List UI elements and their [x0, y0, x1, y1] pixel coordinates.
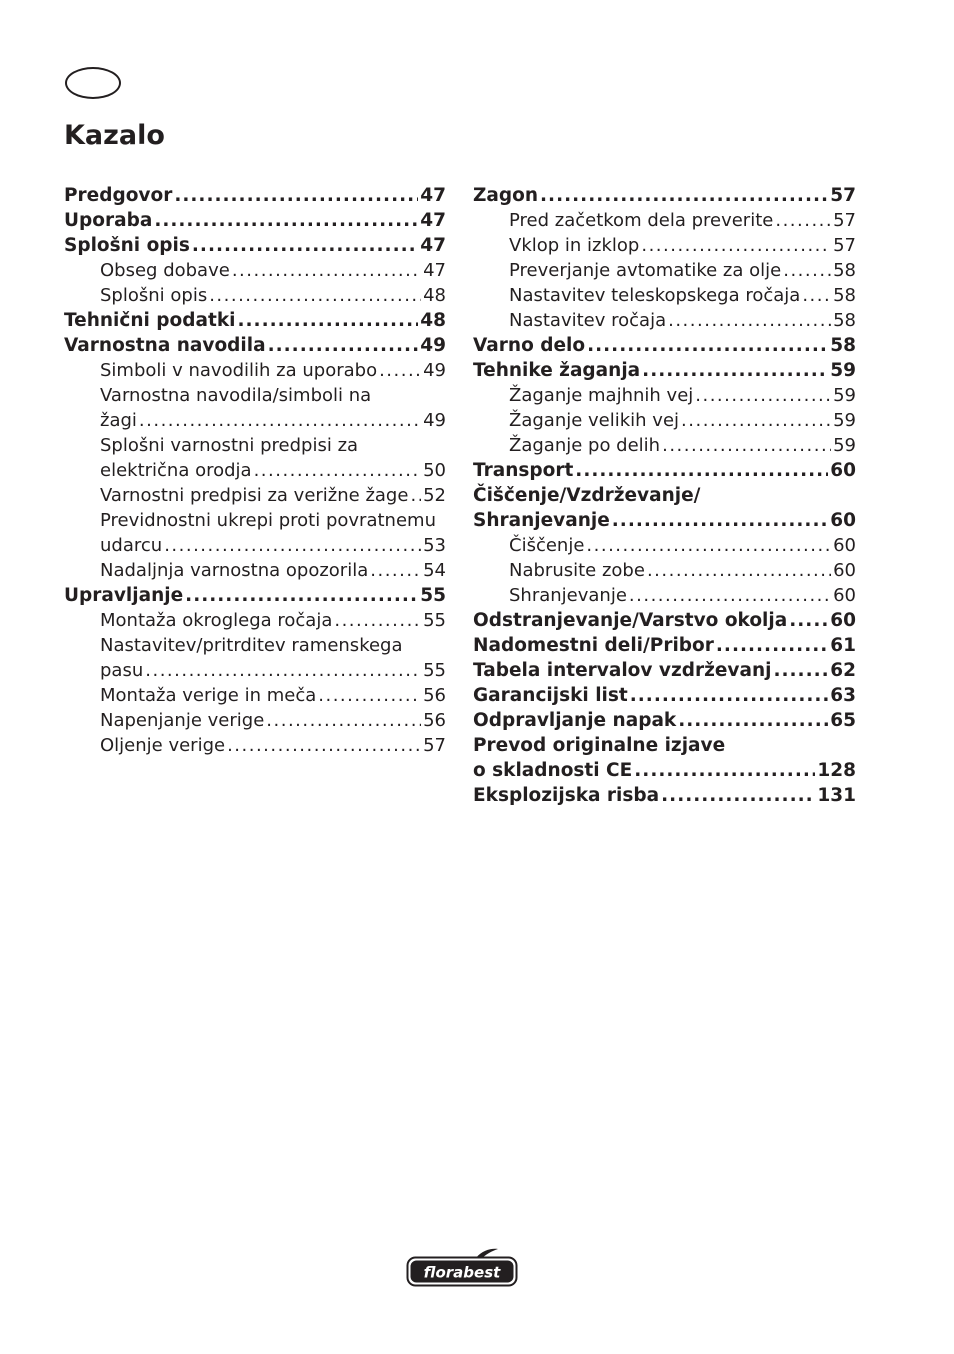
toc-sub-entry — [64, 733, 446, 758]
toc-page-number: 59 — [830, 360, 856, 381]
florabest-logo — [406, 1248, 518, 1288]
toc-dot-leader — [629, 583, 831, 608]
toc-page-number: 58 — [833, 310, 856, 331]
toc-dot-leader — [164, 533, 421, 558]
toc-main-entry — [473, 333, 856, 358]
toc-sub-entry — [473, 408, 856, 433]
toc-dot-leader — [642, 358, 828, 383]
toc-entry-title: Nabrusite zobe — [509, 560, 645, 581]
toc-entry-title: Eksplozijska risba — [473, 785, 660, 806]
toc-entry-title: Varnostna navodila/simboli na — [100, 385, 372, 406]
toc-page-number: 49 — [423, 360, 446, 381]
toc-main-entry — [473, 183, 856, 208]
toc-entry-title: Zagon — [473, 185, 539, 206]
toc-page-number: 58 — [833, 285, 856, 306]
page-title: Kazalo — [64, 120, 165, 151]
toc-entry-title: Prevod originalne izjave — [473, 735, 726, 756]
toc-sub-entry — [64, 533, 446, 558]
toc-entry-title: Nastavitev ročaja — [509, 310, 667, 331]
toc-page-number: 63 — [830, 685, 856, 706]
toc-sub-entry — [473, 583, 856, 608]
toc-entry-title: Splošni opis — [64, 235, 190, 256]
toc-entry-title: Varnostna navodila — [64, 335, 266, 356]
toc-main-entry — [64, 233, 446, 258]
toc-page-number: 57 — [833, 210, 856, 231]
toc-sub-entry — [473, 208, 856, 233]
toc-dot-leader — [662, 433, 831, 458]
toc-entry-title: Napenjanje verige — [100, 710, 265, 731]
toc-entry-title: Žaganje velikih vej — [509, 410, 680, 431]
toc-sub-entry — [473, 533, 856, 558]
toc-entry-title: Varnostni predpisi za verižne žage — [100, 485, 409, 506]
toc-page-number: 55 — [423, 610, 446, 631]
toc-main-entry — [473, 458, 856, 483]
toc-dot-leader — [612, 508, 828, 533]
toc-page-number: 60 — [830, 510, 856, 531]
toc-dot-leader — [410, 483, 421, 508]
toc-main-entry — [64, 308, 446, 333]
toc-dot-leader — [318, 683, 421, 708]
toc-dot-leader — [237, 308, 418, 333]
toc-page-number: 57 — [423, 735, 446, 756]
toc-dot-leader — [802, 283, 831, 308]
toc-dot-leader — [586, 533, 831, 558]
toc-sub-entry — [64, 683, 446, 708]
toc-sub-entry — [64, 608, 446, 633]
toc-page-number: 131 — [817, 785, 856, 806]
toc-dot-leader — [232, 258, 421, 283]
toc-page-number: 53 — [423, 535, 446, 556]
toc-dot-leader — [370, 558, 421, 583]
toc-dot-leader — [185, 583, 418, 608]
toc-sub-entry — [473, 233, 856, 258]
toc-entry-title: Obseg dobave — [100, 260, 230, 281]
toc-main-entry — [473, 758, 856, 783]
toc-entry-title: pasu — [100, 660, 144, 681]
toc-page-number: 47 — [420, 235, 446, 256]
toc-entry-title: Transport — [473, 460, 574, 481]
toc-main-entry — [473, 608, 856, 633]
toc-left-column — [64, 183, 446, 758]
toc-page-number: 60 — [833, 560, 856, 581]
toc-entry-title: Preverjanje avtomatike za olje — [509, 260, 782, 281]
toc-entry-title: Oljenje verige — [100, 735, 226, 756]
toc-dot-leader — [227, 733, 421, 758]
toc-page-number: 65 — [830, 710, 856, 731]
toc-page-number: 55 — [420, 585, 446, 606]
toc-dot-leader — [641, 233, 831, 258]
toc-sub-entry — [64, 708, 446, 733]
toc-main-entry — [64, 208, 446, 233]
toc-page-number: 57 — [833, 235, 856, 256]
toc-page-number: 47 — [420, 185, 446, 206]
toc-sub-entry — [473, 308, 856, 333]
toc-dot-leader — [775, 208, 831, 233]
toc-dot-leader — [630, 683, 829, 708]
toc-page-number: 60 — [830, 610, 856, 631]
toc-entry-title: udarcu — [100, 535, 163, 556]
toc-dot-leader — [716, 633, 828, 658]
toc-main-entry — [473, 658, 856, 683]
toc-right-column — [473, 183, 856, 808]
toc-page-number: 59 — [833, 385, 856, 406]
toc-page-number: 56 — [423, 710, 446, 731]
toc-entry-title: Montaža verige in meča — [100, 685, 317, 706]
toc-page-number: 60 — [833, 535, 856, 556]
toc-entry-title: Splošni opis — [100, 285, 208, 306]
toc-dot-leader — [783, 258, 831, 283]
toc-sub-entry — [64, 558, 446, 583]
toc-sub-entry — [64, 633, 446, 658]
toc-sub-entry — [64, 383, 446, 408]
toc-page-number: 47 — [423, 260, 446, 281]
toc-dot-leader — [540, 183, 828, 208]
toc-sub-entry — [473, 383, 856, 408]
toc-dot-leader — [334, 608, 421, 633]
toc-sub-entry — [473, 258, 856, 283]
toc-dot-leader — [678, 708, 828, 733]
toc-main-entry — [64, 183, 446, 208]
toc-page-number: 49 — [423, 410, 446, 431]
toc-page-number: 50 — [423, 460, 446, 481]
toc-entry-title: Nadaljnja varnostna opozorila — [100, 560, 369, 581]
toc-sub-entry — [64, 358, 446, 383]
toc-entry-title: Odpravljanje napak — [473, 710, 677, 731]
toc-dot-leader — [661, 783, 815, 808]
toc-sub-entry — [473, 433, 856, 458]
toc-dot-leader — [209, 283, 421, 308]
toc-entry-title: Žaganje majhnih vej — [509, 385, 694, 406]
toc-entry-title: Čiščenje — [509, 535, 585, 556]
toc-dot-leader — [268, 333, 419, 358]
toc-entry-title: Uporaba — [64, 210, 153, 231]
toc-entry-title: Nastavitev/pritrditev ramenskega — [100, 635, 403, 656]
toc-dot-leader — [139, 408, 421, 433]
toc-dot-leader — [266, 708, 421, 733]
toc-dot-leader — [192, 233, 418, 258]
toc-dot-leader — [145, 658, 421, 683]
toc-entry-title: Upravljanje — [64, 585, 184, 606]
toc-dot-leader — [254, 458, 422, 483]
toc-entry-title: Shranjevanje — [473, 510, 610, 531]
toc-sub-entry — [64, 258, 446, 283]
toc-page-number: 49 — [420, 335, 446, 356]
toc-page-number: 56 — [423, 685, 446, 706]
toc-page-number: 54 — [423, 560, 446, 581]
svg-text:florabest: florabest — [423, 1263, 501, 1282]
toc-page-number: 59 — [833, 410, 856, 431]
toc-sub-entry — [64, 283, 446, 308]
toc-sub-entry — [64, 433, 446, 458]
toc-page-number: 60 — [830, 460, 856, 481]
toc-entry-title: Varno delo — [473, 335, 586, 356]
toc-main-entry — [473, 508, 856, 533]
toc-entry-title: žagi — [100, 410, 137, 431]
toc-page-number: 58 — [833, 260, 856, 281]
toc-main-entry — [473, 708, 856, 733]
toc-page-number: 61 — [830, 635, 856, 656]
toc-sub-entry — [64, 508, 446, 533]
toc-sub-entry — [64, 658, 446, 683]
toc-main-entry — [473, 683, 856, 708]
toc-page-number: 57 — [830, 185, 856, 206]
toc-sub-entry — [64, 458, 446, 483]
toc-entry-title: Shranjevanje — [509, 585, 627, 606]
toc-dot-leader — [634, 758, 815, 783]
toc-main-entry — [64, 333, 446, 358]
language-badge — [65, 67, 121, 99]
toc-page-number: 55 — [423, 660, 446, 681]
toc-entry-title: Simboli v navodilih za uporabo — [100, 360, 378, 381]
toc-page-number: 59 — [833, 435, 856, 456]
toc-dot-leader — [587, 333, 828, 358]
toc-entry-title: Žaganje po delih — [509, 435, 661, 456]
toc-dot-leader — [789, 608, 828, 633]
toc-dot-leader — [647, 558, 831, 583]
toc-entry-title: Predgovor — [64, 185, 173, 206]
toc-dot-leader — [695, 383, 831, 408]
toc-main-entry — [473, 783, 856, 808]
toc-dot-leader — [575, 458, 828, 483]
toc-page-number: 47 — [420, 210, 446, 231]
toc-page-number: 62 — [830, 660, 856, 681]
toc-page-number: 60 — [833, 585, 856, 606]
toc-page-number: 128 — [817, 760, 856, 781]
toc-main-entry — [473, 483, 856, 508]
toc-entry-title: Tabela intervalov vzdrževanj — [473, 660, 772, 681]
toc-sub-entry — [64, 408, 446, 433]
toc-main-entry — [64, 583, 446, 608]
toc-dot-leader — [154, 208, 418, 233]
toc-page-number: 52 — [423, 485, 446, 506]
toc-sub-entry — [64, 483, 446, 508]
toc-main-entry — [473, 733, 856, 758]
toc-dot-leader — [681, 408, 831, 433]
toc-dot-leader — [773, 658, 828, 683]
toc-main-entry — [473, 358, 856, 383]
toc-dot-leader — [379, 358, 421, 383]
toc-main-entry — [473, 633, 856, 658]
toc-entry-title: Odstranjevanje/Varstvo okolja — [473, 610, 788, 631]
toc-dot-leader — [174, 183, 418, 208]
toc-page-number: 58 — [830, 335, 856, 356]
toc-entry-title: Tehnike žaganja — [473, 360, 641, 381]
toc-page-number: 48 — [423, 285, 446, 306]
toc-page-number: 48 — [420, 310, 446, 331]
toc-entry-title: Tehnični podatki — [64, 310, 236, 331]
toc-entry-title: o skladnosti CE — [473, 760, 633, 781]
toc-entry-title: Nastavitev teleskopskega ročaja — [509, 285, 801, 306]
toc-entry-title: Previdnostni ukrepi proti povratnemu — [100, 510, 436, 531]
toc-sub-entry — [473, 283, 856, 308]
toc-entry-title: Čiščenje/Vzdrževanje/ — [473, 485, 701, 506]
toc-entry-title: Montaža okroglega ročaja — [100, 610, 333, 631]
toc-entry-title: Garancijski list — [473, 685, 628, 706]
toc-dot-leader — [668, 308, 831, 333]
toc-entry-title: Pred začetkom dela preverite — [509, 210, 774, 231]
toc-entry-title: električna orodja — [100, 460, 252, 481]
toc-sub-entry — [473, 558, 856, 583]
toc-entry-title: Nadomestni deli/Pribor — [473, 635, 714, 656]
toc-entry-title: Vklop in izklop — [509, 235, 640, 256]
toc-entry-title: Splošni varnostni predpisi za — [100, 435, 359, 456]
